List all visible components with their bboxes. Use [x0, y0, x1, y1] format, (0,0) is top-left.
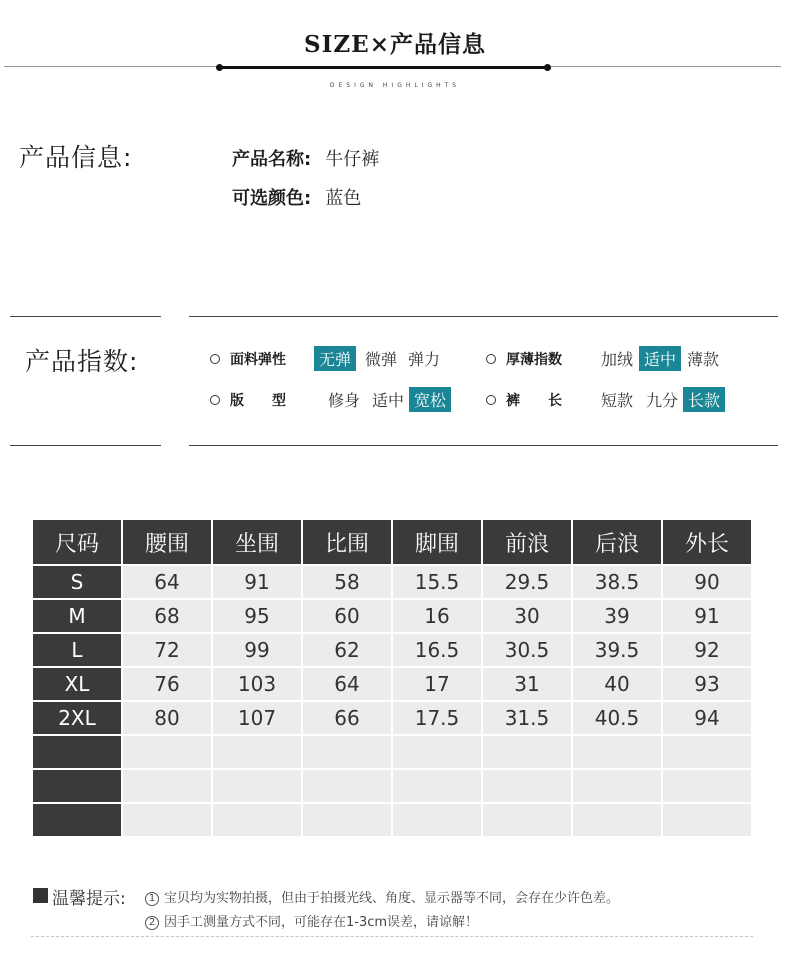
measure-cell: 40.5: [573, 702, 661, 734]
measure-cell: 40: [573, 668, 661, 700]
measure-cell: [123, 804, 211, 836]
index-item-elasticity: [210, 346, 445, 371]
measure-cell: [213, 736, 301, 768]
size-label-cell: [33, 804, 121, 836]
tip-text: 因手工测量方式不同，可能存在1-3cm误差，请谅解！: [164, 915, 479, 930]
tip-number-icon: 1: [145, 892, 159, 906]
index-option: 弹力: [408, 350, 441, 369]
size-label-cell: 2XL: [33, 702, 121, 734]
measure-cell: [663, 736, 751, 768]
bottom-divider: [31, 936, 753, 937]
measure-cell: 91: [213, 566, 301, 598]
index-rule-left-top: [10, 316, 161, 317]
column-header: 前浪: [483, 520, 571, 564]
info-value: 蓝色: [325, 188, 362, 209]
measure-cell: [213, 770, 301, 802]
measure-cell: [303, 804, 391, 836]
index-option: 适中: [639, 346, 681, 371]
measure-cell: [123, 736, 211, 768]
index-item-length: [486, 387, 725, 412]
measure-cell: 17.5: [393, 702, 481, 734]
index-item-thickness: [486, 346, 724, 371]
measure-cell: [393, 770, 481, 802]
table-header-row: [33, 520, 751, 564]
table-row: [33, 770, 751, 802]
table-row: [33, 804, 751, 836]
info-value: 牛仔裤: [325, 149, 380, 170]
measure-cell: 72: [123, 634, 211, 666]
index-option: 微弹: [365, 350, 398, 369]
header-dot-right: [544, 64, 551, 71]
index-option: 修身: [328, 391, 361, 410]
index-option: 适中: [372, 391, 405, 410]
measure-cell: 15.5: [393, 566, 481, 598]
size-label-cell: L: [33, 634, 121, 666]
size-label-cell: [33, 736, 121, 768]
table-row: [33, 600, 751, 632]
measure-cell: 92: [663, 634, 751, 666]
measure-cell: 94: [663, 702, 751, 734]
index-label: 面料弹性: [230, 351, 286, 368]
product-info-heading: 产品信息:: [19, 143, 133, 172]
size-label-cell: S: [33, 566, 121, 598]
measure-cell: 64: [303, 668, 391, 700]
tips-square-icon: [33, 888, 48, 903]
index-option: 薄款: [687, 350, 720, 369]
size-label-cell: M: [33, 600, 121, 632]
tip-item: [145, 887, 619, 906]
tip-number-icon: 2: [145, 916, 159, 930]
tip-item: [145, 911, 478, 930]
column-header: 比围: [303, 520, 391, 564]
measure-cell: [123, 770, 211, 802]
measure-cell: 16.5: [393, 634, 481, 666]
measure-cell: 31.5: [483, 702, 571, 734]
measure-cell: 99: [213, 634, 301, 666]
measure-cell: 64: [123, 566, 211, 598]
index-option: 短款: [601, 391, 634, 410]
measure-cell: 103: [213, 668, 301, 700]
header-subtitle: DESIGN HIGHLIGHTS: [329, 82, 461, 89]
column-header: 尺码: [33, 520, 121, 564]
measure-cell: 66: [303, 702, 391, 734]
bullet-circle-icon: [210, 395, 220, 405]
column-header: 坐围: [213, 520, 301, 564]
index-option: 长款: [683, 387, 725, 412]
measure-cell: 16: [393, 600, 481, 632]
table-row: [33, 668, 751, 700]
product-index-heading: 产品指数:: [25, 347, 139, 376]
measure-cell: 93: [663, 668, 751, 700]
measure-cell: 76: [123, 668, 211, 700]
column-header: 脚围: [393, 520, 481, 564]
size-label-cell: XL: [33, 668, 121, 700]
index-label: 厚薄指数: [506, 351, 562, 368]
measure-cell: [483, 804, 571, 836]
table-row: [33, 634, 751, 666]
info-row-color: [232, 184, 361, 210]
measure-cell: 80: [123, 702, 211, 734]
measure-cell: 91: [663, 600, 751, 632]
measure-cell: 95: [213, 600, 301, 632]
index-item-fit: [210, 387, 451, 412]
index-rule-right-top: [189, 316, 778, 317]
measure-cell: [303, 770, 391, 802]
measure-cell: 39.5: [573, 634, 661, 666]
measure-cell: 68: [123, 600, 211, 632]
measure-cell: 30.5: [483, 634, 571, 666]
bullet-circle-icon: [486, 395, 496, 405]
bullet-circle-icon: [210, 354, 220, 364]
index-option: 宽松: [409, 387, 451, 412]
header-dot-left: [216, 64, 223, 71]
info-key: 可选颜色:: [232, 188, 312, 209]
measure-cell: [573, 804, 661, 836]
index-option: 无弹: [314, 346, 356, 371]
column-header: 后浪: [573, 520, 661, 564]
size-label-cell: [33, 770, 121, 802]
measure-cell: [573, 736, 661, 768]
bullet-circle-icon: [486, 354, 496, 364]
measure-cell: 31: [483, 668, 571, 700]
index-option: 九分: [646, 391, 679, 410]
measure-cell: [483, 736, 571, 768]
index-rule-right-bottom: [189, 445, 778, 446]
measure-cell: 60: [303, 600, 391, 632]
tips-title: 温馨提示:: [52, 889, 126, 909]
measure-cell: [573, 770, 661, 802]
table-row: [33, 566, 751, 598]
size-table: [31, 518, 753, 838]
column-header: 外长: [663, 520, 751, 564]
measure-cell: [663, 770, 751, 802]
table-row: [33, 736, 751, 768]
measure-cell: 30: [483, 600, 571, 632]
measure-cell: [213, 804, 301, 836]
measure-cell: 90: [663, 566, 751, 598]
index-option: 加绒: [601, 350, 634, 369]
column-header: 腰围: [123, 520, 211, 564]
measure-cell: [663, 804, 751, 836]
index-label: 版 型: [230, 392, 286, 409]
table-row: [33, 702, 751, 734]
tip-text: 宝贝均为实物拍摄，但由于拍摄光线、角度、显示器等不同，会存在少许色差。: [164, 891, 620, 906]
header-accent-bar: [220, 66, 548, 69]
measure-cell: 39: [573, 600, 661, 632]
measure-cell: 58: [303, 566, 391, 598]
measure-cell: [483, 770, 571, 802]
measure-cell: [303, 736, 391, 768]
measure-cell: 38.5: [573, 566, 661, 598]
info-row-name: [232, 145, 379, 171]
measure-cell: [393, 804, 481, 836]
measure-cell: 62: [303, 634, 391, 666]
measure-cell: [393, 736, 481, 768]
measure-cell: 17: [393, 668, 481, 700]
measure-cell: 107: [213, 702, 301, 734]
index-rule-left-bottom: [10, 445, 161, 446]
index-label: 裤 长: [506, 392, 562, 409]
page-title: SIZE×产品信息: [304, 31, 486, 58]
info-key: 产品名称:: [232, 149, 312, 170]
measure-cell: 29.5: [483, 566, 571, 598]
